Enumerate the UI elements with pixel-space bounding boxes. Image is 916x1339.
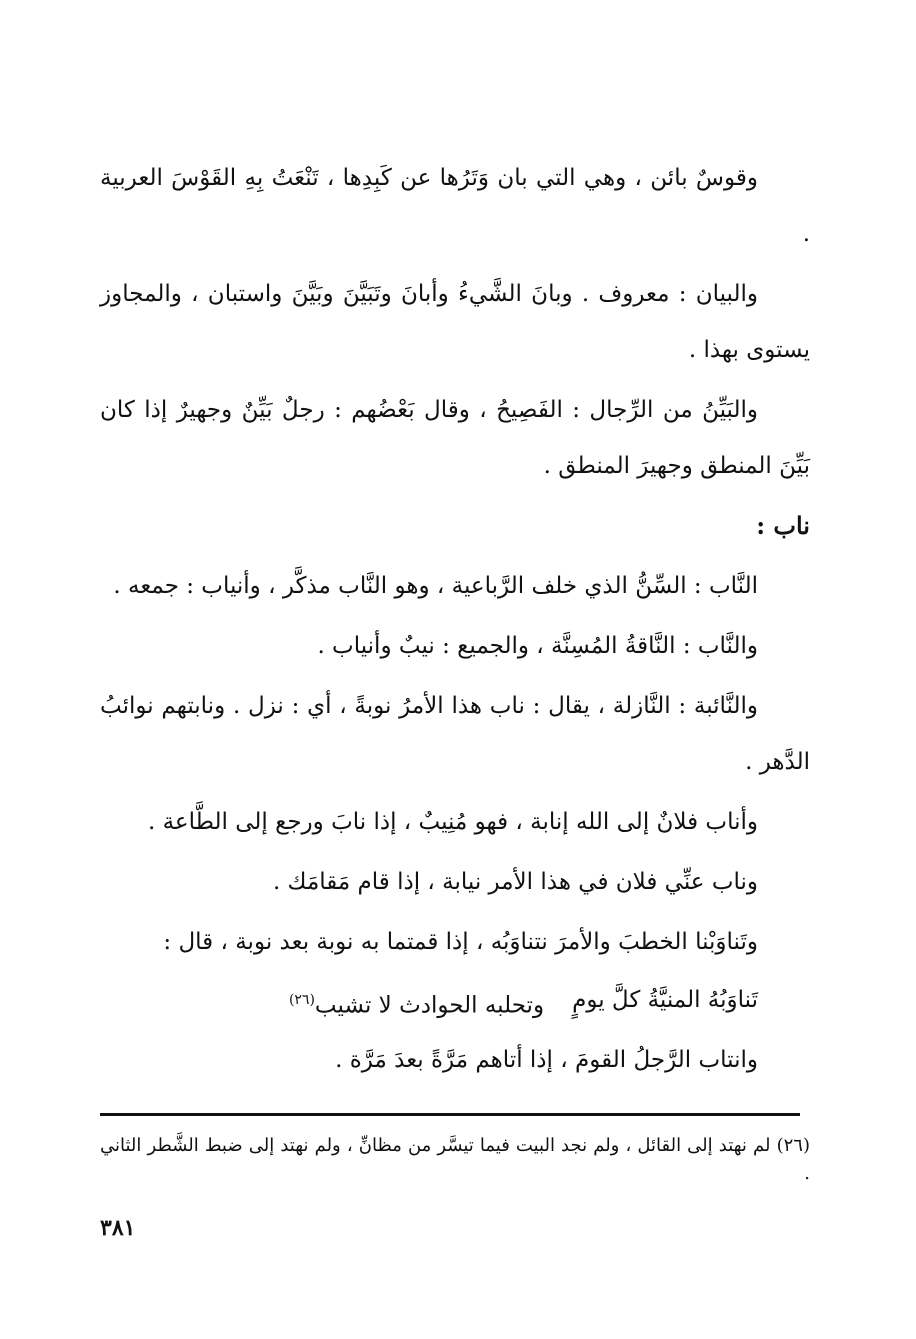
verse-second-hemistich (289, 974, 544, 1032)
paragraph: والبيان : معروف . وبانَ الشَّيءُ وأبانَ وتَبَيَّنَ وبَيَّنَ واستبان ، والمجاوز يستوى بهذا . (100, 281, 810, 363)
page-body (100, 150, 810, 1092)
paragraph: وتَناوَبْنا الخطبَ والأمرَ نتناوَبُه ، إذا قمتما به نوبة بعد نوبة ، قال : (163, 929, 758, 955)
paragraph: وانتاب الرَّجلُ القومَ ، إذا أتاهم مَرَّةً بعدَ مَرَّة . (335, 1046, 758, 1073)
page-number: ٣٨١ (100, 1215, 136, 1241)
paragraph: والنَّاب : النَّاقةُ المُسِنَّة ، والجميع : نيبٌ وأنياب . (317, 633, 758, 659)
paragraph: والبَيِّنُ من الرِّجال : الفَصِيحُ ، وقال بَعْضُهم : رجلٌ بَيِّنٌ وجهيرٌ إذا كان بَيِّنَ المنطق وجهيرَ المنطق . (100, 397, 810, 479)
verse-first-hemistich: تَناوَبُهُ المنيَّةُ كلَّ يومٍ (572, 987, 758, 1013)
verse-second-text: وتحلبه الحوادث لا تشيب (314, 992, 545, 1019)
footnote-ref: (٢٦) (288, 992, 315, 1008)
paragraph: وقوسٌ بائن ، وهي التي بان وَتَرُها عن كَبِدِها ، تَنْعَتُ بِهِ القَوْسَ العربية . (100, 165, 810, 247)
paragraph: والنَّائبة : النَّازلة ، يقال : ناب هذا الأمرُ نوبةً ، أي : نزل . ونابتهم نوائبُ الدَّهر . (100, 693, 810, 775)
footnote: (٢٦) لم نهتد إلى القائل ، ولم نجد البيت فيما تيسَّر من مظانِّ ، ولم نهتد إلى ضبط الشَّطر الثاني . (100, 1135, 810, 1184)
paragraph: وأناب فلانٌ إلى الله إنابة ، فهو مُنِيبٌ ، إذا نابَ ورجع إلى الطَّاعة . (147, 809, 758, 835)
footnote-divider (100, 1113, 800, 1116)
paragraph: وناب عنِّي فلان في هذا الأمر نيابة ، إذا قام مَقامَك . (272, 869, 758, 895)
poem-verse (100, 974, 810, 1032)
paragraph: النَّاب : السِّنُّ الذي خلف الرَّباعية ، وهو النَّاب مذكَّر ، وأنياب : جمعه . (113, 573, 758, 599)
entry-heading: ناب : (756, 511, 810, 540)
